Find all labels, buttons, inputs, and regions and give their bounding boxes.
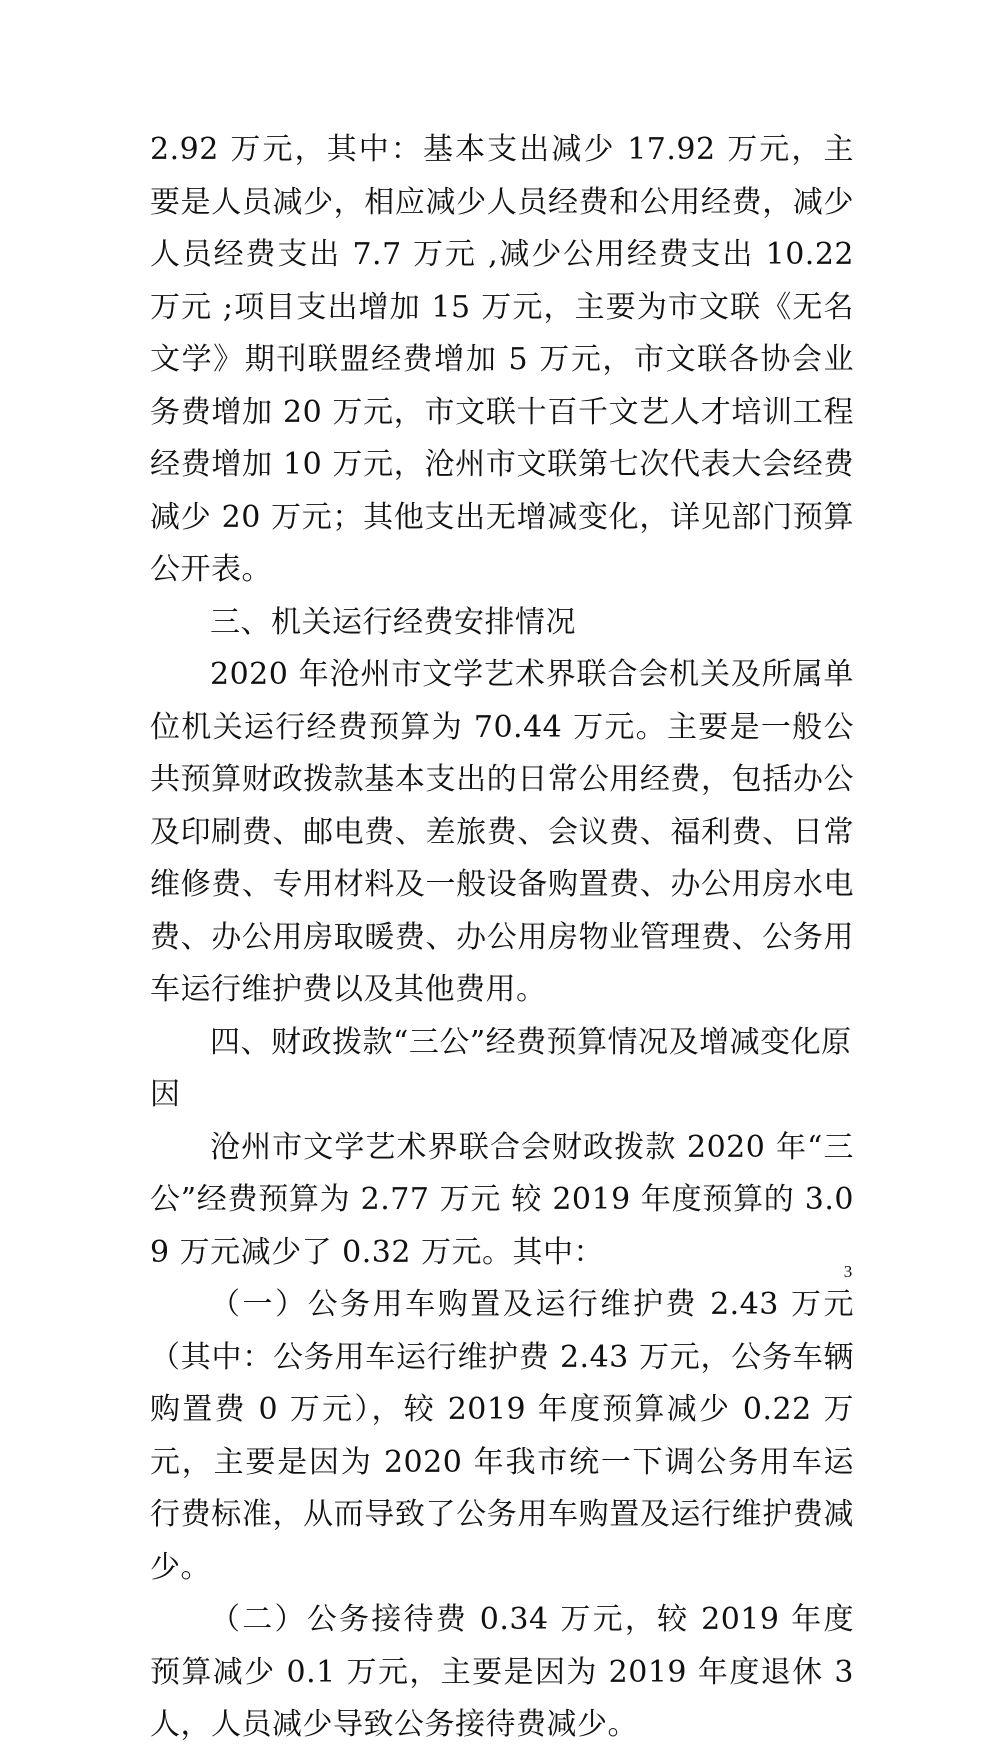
paragraph-official-reception-costs: （二）公务接待费 0.34 万元，较 2019 年度预算减少 0.1 万元，主要是因为 2019 年度退休 3 人，人员减少导致公务接待费减少。: [150, 1602, 854, 1742]
page-number: 3: [843, 1262, 853, 1281]
paragraph-expenditure-details: 2.92 万元，其中：基本支出减少 17.92 万元，主要是人员减少，相应减少人员经费和公用经费，减少人员经费支出 7.7 万元 ,减少公用经费支出 10.22 万元 ;项目支出增加 15 万元，主要为市文联《无名文学》期刊联盟经费增加 5 万元，市文联各协会业务费增加 20 万元，市文联十百千文艺人才培训工程经费增加 10 万元，沧州市文联第七次代表大会经费减少 20 万元；其他支出无增减变化，详见部门预算公开表。: [150, 132, 854, 587]
paragraph-agency-operating-costs: 2020 年沧州市文学艺术界联合会机关及所属单位机关运行经费预算为 70.44 万元。主要是一般公共预算财政拨款基本支出的日常公用经费，包括办公及印刷费、邮电费、差旅费、会议费、福利费、日常维修费、专用材料及一般设备购置费、办公用房水电费、办公用房取暖费、办公用房物业管理费、公务用车运行维护费以及其他费用。: [150, 657, 854, 1007]
paragraph-three-public-expenses-summary: 沧州市文学艺术界联合会财政拨款 2020 年“三公”经费预算为 2.77 万元 较 2019 年度预算的 3.09 万元减少了 0.32 万元。其中：: [150, 1129, 854, 1270]
section-heading-three-public-expenses: 四、财政拨款“三公”经费预算情况及增减变化原因: [150, 1024, 852, 1112]
document-body: [150, 124, 854, 1752]
section-heading-agency-operating-costs: 三、机关运行经费安排情况: [210, 604, 576, 640]
paragraph-official-vehicle-costs: （一）公务用车购置及运行维护费 2.43 万元（其中：公务用车运行维护费 2.43 万元，公务车辆购置费 0 万元），较 2019 年度预算减少 0.22 万元，主要是因为 2020 年我市统一下调公务用车运行费标准，从而导致了公务用车购置及运行维护费减少。: [150, 1287, 854, 1585]
